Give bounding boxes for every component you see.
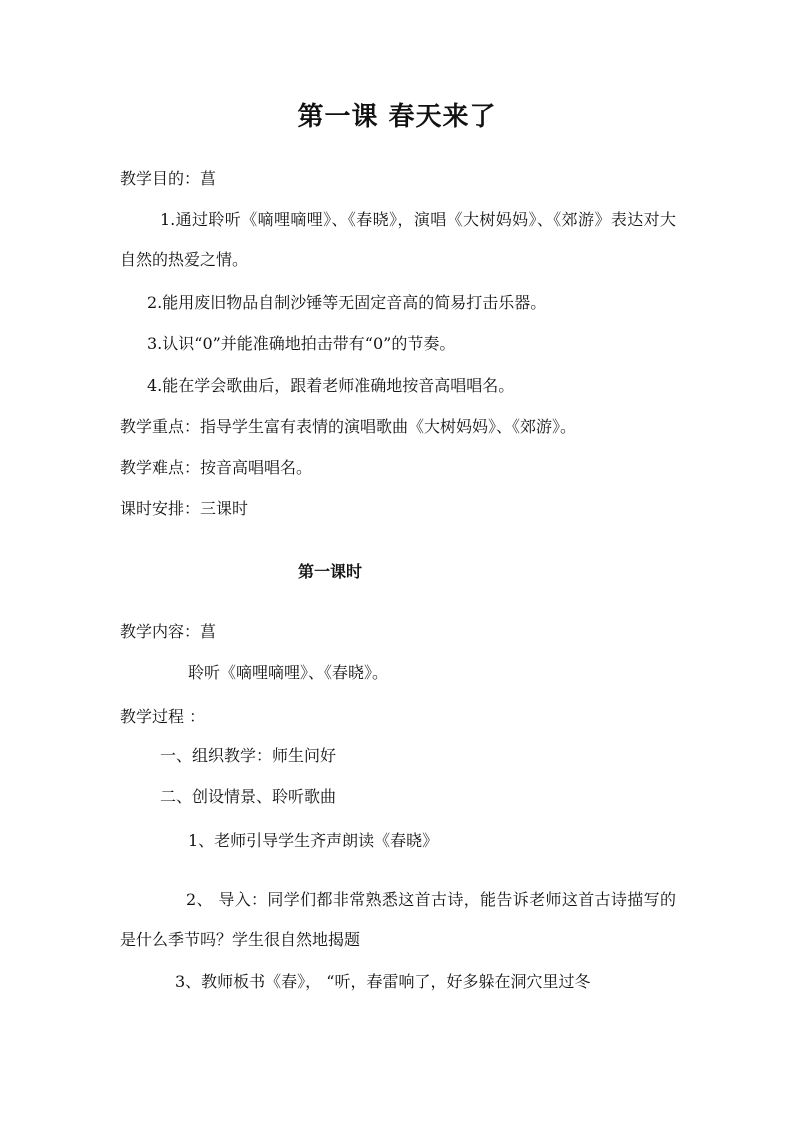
substep-2: 2、 导入：同学们都非常熟悉这首古诗，能告诉老师这首古诗描写的是什么季节吗？学生很自然地揭题 <box>120 890 676 949</box>
objectives-label: 教学目的：菖 <box>120 169 217 188</box>
objective-item-4: 4.能在学会歌曲后，跟着老师准确地按音高唱唱名。 <box>147 376 515 395</box>
content-label: 教学内容：菖 <box>120 622 217 641</box>
step-1: 一、组织教学：师生问好 <box>160 746 337 765</box>
step-2: 二、创设情景、聆听歌曲 <box>160 787 337 806</box>
difficult-points: 教学难点：按音高唱唱名。 <box>120 458 313 477</box>
key-points: 教学重点：指导学生富有表情的演唱歌曲《大树妈妈》、《郊游》。 <box>120 417 577 436</box>
objective-item-3: 3.认识“0”并能准确地拍击带有“0”的节奏。 <box>147 334 456 353</box>
objective-item-2: 2.能用废旧物品自制沙锤等无固定音高的简易打击乐器。 <box>147 293 547 312</box>
substep-3: 3、教师板书《春》， “听，春雷响了，好多躲在洞穴里过冬 <box>175 972 591 991</box>
content-text: 聆听《嘀哩嘀哩》、《春晓》。 <box>188 663 389 682</box>
page-title: 第一课 春天来了 <box>297 102 497 132</box>
substep-1: 1、老师引导学生齐声朗读《春晓》 <box>188 831 439 850</box>
lesson-heading: 第一课时 <box>298 562 363 581</box>
process-label: 教学过程 ： <box>120 707 206 726</box>
objective-item-1: 1.通过聆听《嘀哩嘀哩》、《春晓》，演唱《大树妈妈》、《郊游》表达对大自然的热爱之情。 <box>120 210 676 269</box>
schedule: 课时安排：三课时 <box>120 499 249 518</box>
